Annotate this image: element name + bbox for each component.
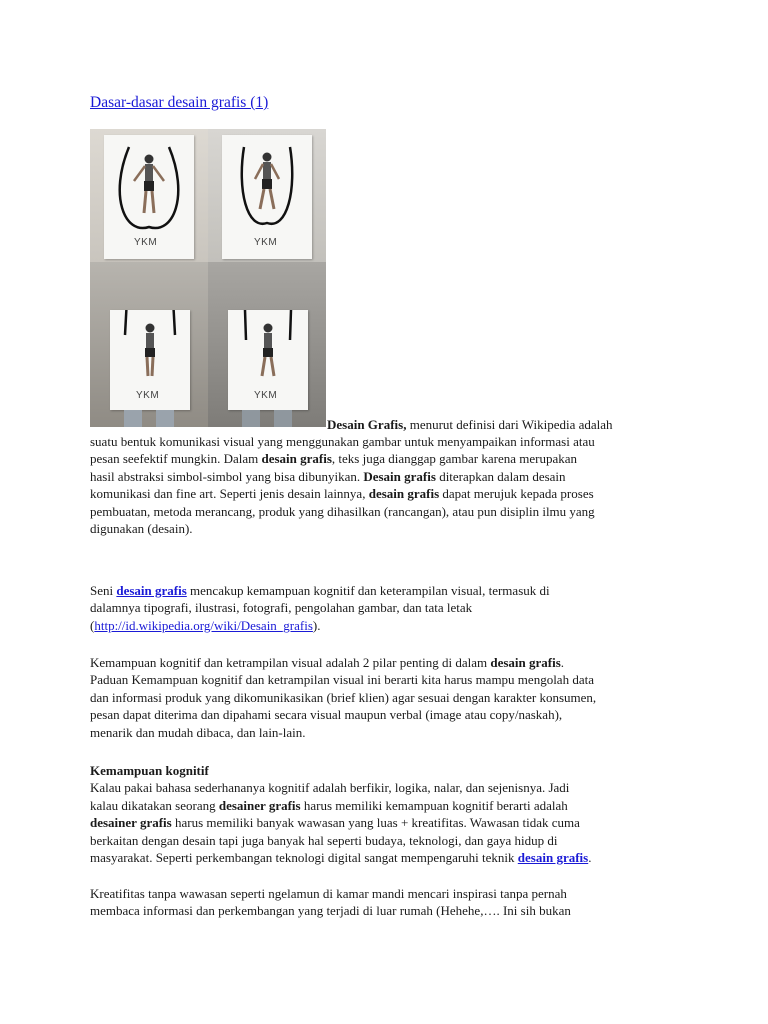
paragraph-line: membaca informasi dan perkembangan yang terjadi di luar rumah (Hehehe,…. Ini sih bukan <box>90 903 571 919</box>
shopping-bag <box>104 135 194 259</box>
term-desain-grafis: Desain Grafis, <box>327 417 407 432</box>
intro-text: menurut definisi dari Wikipedia adalah <box>406 417 613 432</box>
leg <box>156 410 174 427</box>
paragraph-line: desainer grafis harus memiliki banyak wawasan yang luas + kreatifitas. Wawasan tidak cuma <box>90 815 580 831</box>
paragraph-seni <box>90 582 550 634</box>
paragraph-line: masyarakat. Seperti perkembangan teknologi digital sangat mempengaruhi teknik desain grafis. <box>90 850 592 866</box>
leg <box>242 410 260 427</box>
desain-grafis-link[interactable]: desain grafis <box>116 583 187 598</box>
article-title-link[interactable]: Dasar-dasar desain grafis (1) <box>90 94 269 111</box>
bag-photo-2 <box>208 129 326 262</box>
intro-line: suatu bentuk komunikasi visual yang menggunakan gambar untuk menyampaikan informasi atau <box>90 434 595 449</box>
intro-line: digunakan (desain). <box>90 521 193 537</box>
paragraph-line: Seni desain grafis mencakup kemampuan kognitif dan keterampilan visual, termasuk di <box>90 583 550 598</box>
shopping-bag <box>228 310 308 410</box>
paragraph-line: dan informasi produk yang dikomunikasikan (brief klien) agar sesuai dengan karakter konsumen, <box>90 689 597 705</box>
intro-first-line <box>327 416 613 433</box>
shopping-bag <box>222 135 312 259</box>
bag-logo: YKM <box>254 237 278 248</box>
paragraph-line: menarik dan mudah dibaca, dan lain-lain. <box>90 724 306 740</box>
bag-photo-4 <box>208 262 326 427</box>
paragraph-line: Paduan Kemampuan kognitif dan ketrampilan visual ini berarti kita harus mampu mengolah data <box>90 672 594 688</box>
intro-line: hasil abstraksi simbol-simbol yang bisa dibunyikan. Desain grafis diterapkan dalam desain <box>90 468 566 484</box>
leg <box>274 410 292 427</box>
bag-photo-1 <box>90 129 208 262</box>
paragraph-line: (http://id.wikipedia.org/wiki/Desain_grafis). <box>90 617 321 633</box>
intro-line: pesan seefektif mungkin. Dalam desain grafis, teks juga dianggap gambar karena merupakan <box>90 451 578 467</box>
paragraph-line: berkaitan dengan desain tapi juga banyak hal seperti budaya, teknologi, dan gaya hidup di <box>90 832 558 848</box>
bag-logo: YKM <box>136 390 160 401</box>
intro-line: pembuatan, metoda merancang, produk yang dihasilkan (rancangan), atau pun disiplin ilmu yang <box>90 503 595 519</box>
paragraph-line: Kalau pakai bahasa sederhananya kognitif adalah berfikir, logika, nalar, dan sejenisnya. Jadi <box>90 780 570 796</box>
section-kemampuan-kognitif <box>90 762 591 866</box>
paragraph-line: pesan dapat diterima dan dipahami secara visual maupun verbal (image atau copy/naskah), <box>90 707 563 723</box>
paragraph-line: kalau dikatakan seorang desainer grafis harus memiliki kemampuan kognitif berarti adalah <box>90 797 568 813</box>
bag-logo: YKM <box>254 390 278 401</box>
paragraph-line: Kreatifitas tanpa wawasan seperti ngelamun di kamar mandi mencari inspirasi tanpa pernah <box>90 886 567 901</box>
paragraph-pilar <box>90 654 596 741</box>
wikipedia-url-link[interactable]: http://id.wikipedia.org/wiki/Desain_grafis <box>94 617 313 633</box>
leg <box>124 410 142 427</box>
bag-logo: YKM <box>134 237 158 248</box>
paragraph-line: dalamnya tipografi, ilustrasi, fotografi, pengolahan gambar, dan tata letak <box>90 600 473 616</box>
paragraph-line: Kemampuan kognitif dan ketrampilan visual adalah 2 pilar penting di dalam desain grafis. <box>90 655 565 670</box>
article-image <box>90 129 326 427</box>
desain-grafis-link[interactable]: desain grafis <box>517 850 589 866</box>
bag-photo-3 <box>90 262 208 427</box>
intro-paragraph <box>90 433 595 537</box>
paragraph-kreatifitas <box>90 885 571 920</box>
section-heading: Kemampuan kognitif <box>90 763 209 778</box>
intro-line: komunikasi dan fine art. Seperti jenis desain lainnya, desain grafis dapat merujuk kepada proses <box>90 486 594 502</box>
shopping-bag <box>110 310 190 410</box>
